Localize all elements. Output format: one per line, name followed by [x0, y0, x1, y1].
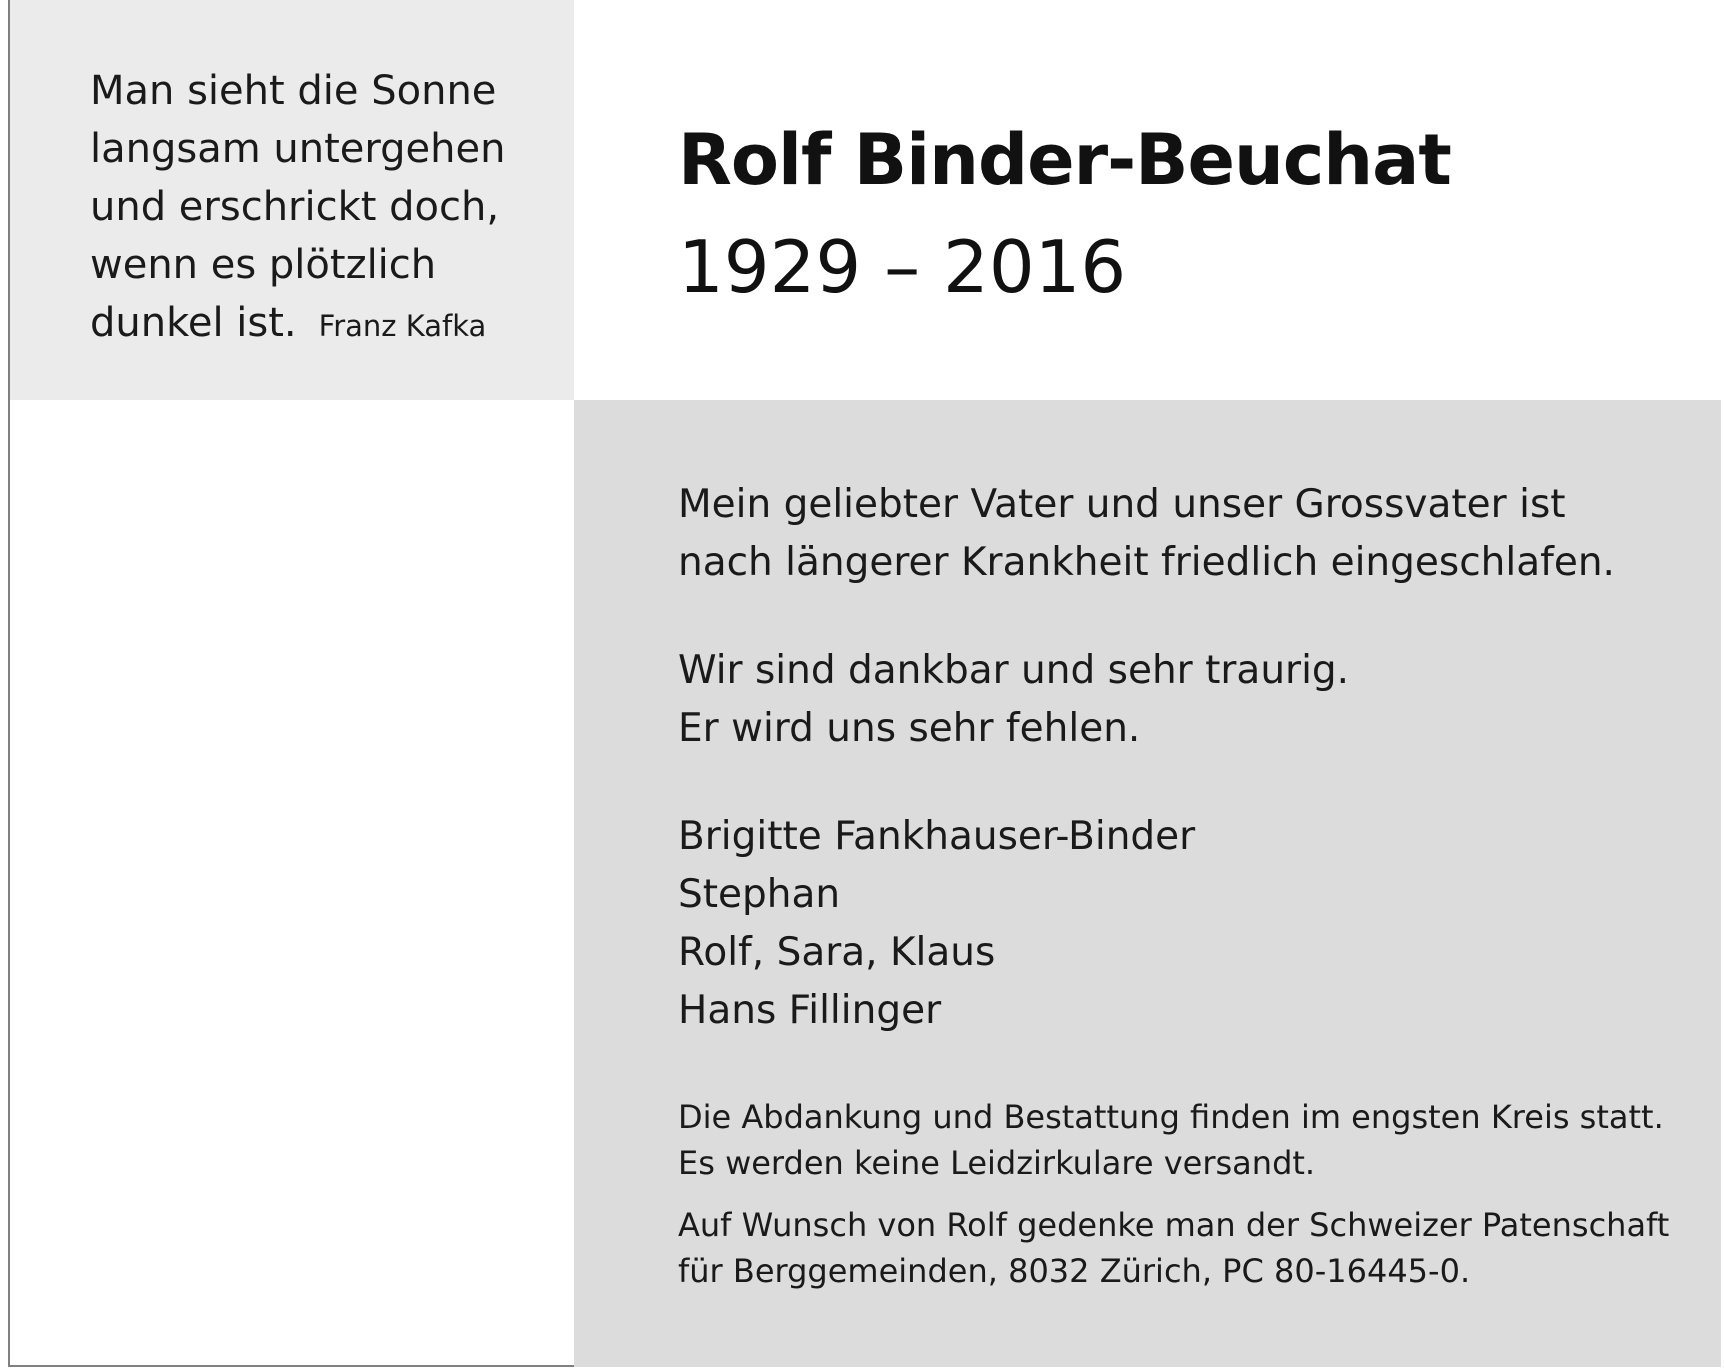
deceased-name: Rolf Binder-Beuchat — [678, 119, 1451, 201]
name-panel — [574, 0, 1721, 400]
mourners-list — [678, 808, 1698, 1040]
quote-line: Man sieht die Sonne — [90, 68, 497, 114]
notice-line: Es werden keine Leidzirkulare versandt. — [678, 1144, 1316, 1182]
obituary-frame — [8, 0, 1721, 1367]
quote-line: wenn es plötzlich — [90, 242, 437, 288]
notice-line: für Berggemeinden, 8032 Zürich, PC 80-16445-0. — [678, 1252, 1471, 1290]
quote-line: dunkel ist. — [90, 300, 297, 346]
message-line: Er wird uns sehr fehlen. — [678, 706, 1141, 751]
message-paragraph — [678, 642, 1698, 758]
content — [678, 476, 1698, 1294]
quote-author: Franz Kafka — [318, 309, 487, 343]
mourner-name: Stephan — [678, 872, 841, 917]
quote-panel — [10, 0, 574, 400]
message-line: Mein geliebter Vater und unser Grossvater ist — [678, 482, 1566, 527]
mourner-name: Rolf, Sara, Klaus — [678, 930, 996, 975]
message-line: nach längerer Krankheit friedlich eingeschlafen. — [678, 540, 1615, 585]
life-dates: 1929 – 2016 — [678, 225, 1127, 309]
donation-notice — [678, 1202, 1698, 1294]
ceremony-notice — [678, 1094, 1698, 1186]
quote — [90, 62, 560, 355]
notice-line: Auf Wunsch von Rolf gedenke man der Schweizer Patenschaft — [678, 1206, 1670, 1244]
quote-line: und erschrickt doch, — [90, 184, 500, 230]
content-panel — [574, 400, 1721, 1367]
mourner-name: Hans Fillinger — [678, 988, 942, 1033]
quote-line: langsam untergehen — [90, 126, 506, 172]
mourner-name: Brigitte Fankhauser-Binder — [678, 814, 1196, 859]
quote-last-line — [90, 294, 560, 355]
notice-line: Die Abdankung und Bestattung finden im engsten Kreis statt. — [678, 1098, 1664, 1136]
message-line: Wir sind dankbar und sehr traurig. — [678, 648, 1350, 693]
message-paragraph — [678, 476, 1698, 592]
